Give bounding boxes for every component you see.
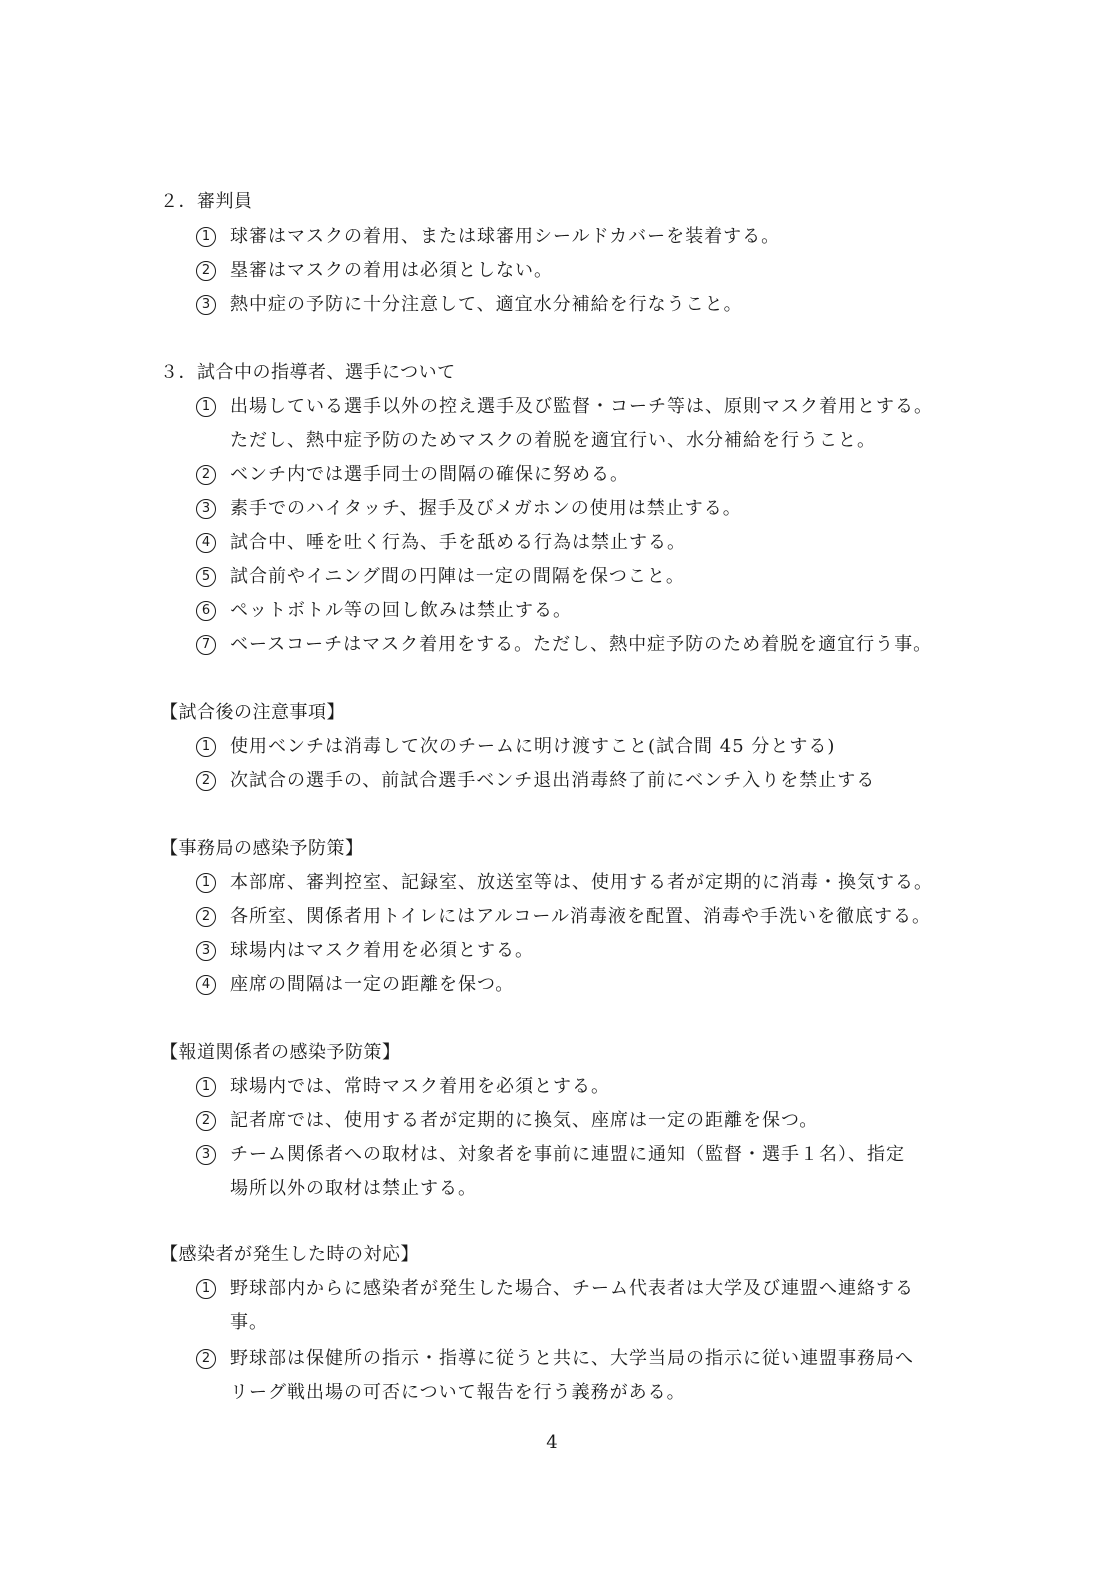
circled-number-marker: 6 [196, 601, 216, 621]
page-number: 4 [546, 1432, 558, 1453]
item-text: 球審はマスクの着用、または球審用シールドカバーを装着する。 [230, 226, 781, 247]
circled-number-marker: 2 [196, 1349, 216, 1369]
circled-number-marker: 1 [196, 1279, 216, 1299]
section-heading: 【試合後の注意事項】 [160, 702, 345, 723]
item-text: 出場している選手以外の控え選手及び監督・コーチ等は、原則マスク着用とする。 [230, 396, 933, 417]
circled-number-marker: 4 [196, 975, 216, 995]
item-text: 球場内では、常時マスク着用を必須とする。 [230, 1076, 610, 1097]
circled-number-marker: 4 [196, 533, 216, 553]
item-text: 座席の間隔は一定の距離を保つ。 [230, 974, 515, 995]
section-heading: ３．試合中の指導者、選手について [160, 362, 456, 383]
circled-number-marker: 2 [196, 1111, 216, 1131]
item-text: 試合前やイニング間の円陣は一定の間隔を保つこと。 [230, 566, 685, 587]
item-text: 次試合の選手の、前試合選手ベンチ退出消毒終了前にベンチ入りを禁止する [230, 770, 876, 791]
section-heading: 【感染者が発生した時の対応】 [160, 1244, 419, 1265]
item-text: 本部席、審判控室、記録室、放送室等は、使用する者が定期的に消毒・換気する。 [230, 872, 933, 893]
circled-number-marker: 3 [196, 295, 216, 315]
section-heading: 【報道関係者の感染予防策】 [160, 1042, 401, 1063]
circled-number-marker: 1 [196, 873, 216, 893]
item-text: 熱中症の予防に十分注意して、適宜水分補給を行なうこと。 [230, 294, 743, 315]
item-text: 試合中、唾を吐く行為、手を舐める行為は禁止する。 [230, 532, 686, 553]
circled-number-marker: 7 [196, 635, 216, 655]
item-text-continued: 場所以外の取材は禁止する。 [230, 1178, 477, 1199]
item-text: 野球部は保健所の指示・指導に従うと共に、大学当局の指示に従い連盟事務局へ [230, 1348, 914, 1369]
section-heading: ２．審判員 [160, 191, 253, 212]
item-text: 野球部内からに感染者が発生した場合、チーム代表者は大学及び連盟へ連絡する [230, 1278, 914, 1299]
item-text-continued: 事。 [230, 1312, 268, 1333]
item-text: チーム関係者への取材は、対象者を事前に連盟に通知（監督・選手１名）、指定 [230, 1144, 905, 1165]
item-text: 塁審はマスクの着用は必須としない。 [230, 260, 553, 281]
circled-number-marker: 3 [196, 499, 216, 519]
circled-number-marker: 1 [196, 737, 216, 757]
item-text: ペットボトル等の回し飲みは禁止する。 [230, 600, 572, 621]
item-text: 球場内はマスク着用を必須とする。 [230, 940, 534, 961]
item-text: ベースコーチはマスク着用をする。ただし、熱中症予防のため着脱を適宜行う事。 [230, 634, 933, 655]
section-heading: 【事務局の感染予防策】 [160, 838, 364, 859]
circled-number-marker: 2 [196, 907, 216, 927]
circled-number-marker: 1 [196, 227, 216, 247]
circled-number-marker: 1 [196, 1077, 216, 1097]
item-text: ベンチ内では選手同士の間隔の確保に努める。 [230, 464, 629, 485]
item-text: 各所室、関係者用トイレにはアルコール消毒液を配置、消毒や手洗いを徹底する。 [230, 906, 932, 927]
item-text: 使用ベンチは消毒して次のチームに明け渡すこと(試合間 45 分とする) [230, 736, 836, 757]
circled-number-marker: 1 [196, 397, 216, 417]
circled-number-marker: 5 [196, 567, 216, 587]
item-text-continued: リーグ戦出場の可否について報告を行う義務がある。 [230, 1382, 686, 1403]
item-text-continued: ただし、熱中症予防のためマスクの着脱を適宜行い、水分補給を行うこと。 [230, 430, 876, 451]
item-text: 記者席では、使用する者が定期的に換気、座席は一定の距離を保つ。 [230, 1110, 819, 1131]
circled-number-marker: 2 [196, 771, 216, 791]
circled-number-marker: 2 [196, 261, 216, 281]
item-text: 素手でのハイタッチ、握手及びメガホンの使用は禁止する。 [230, 498, 742, 519]
circled-number-marker: 3 [196, 941, 216, 961]
circled-number-marker: 2 [196, 465, 216, 485]
circled-number-marker: 3 [196, 1145, 216, 1165]
